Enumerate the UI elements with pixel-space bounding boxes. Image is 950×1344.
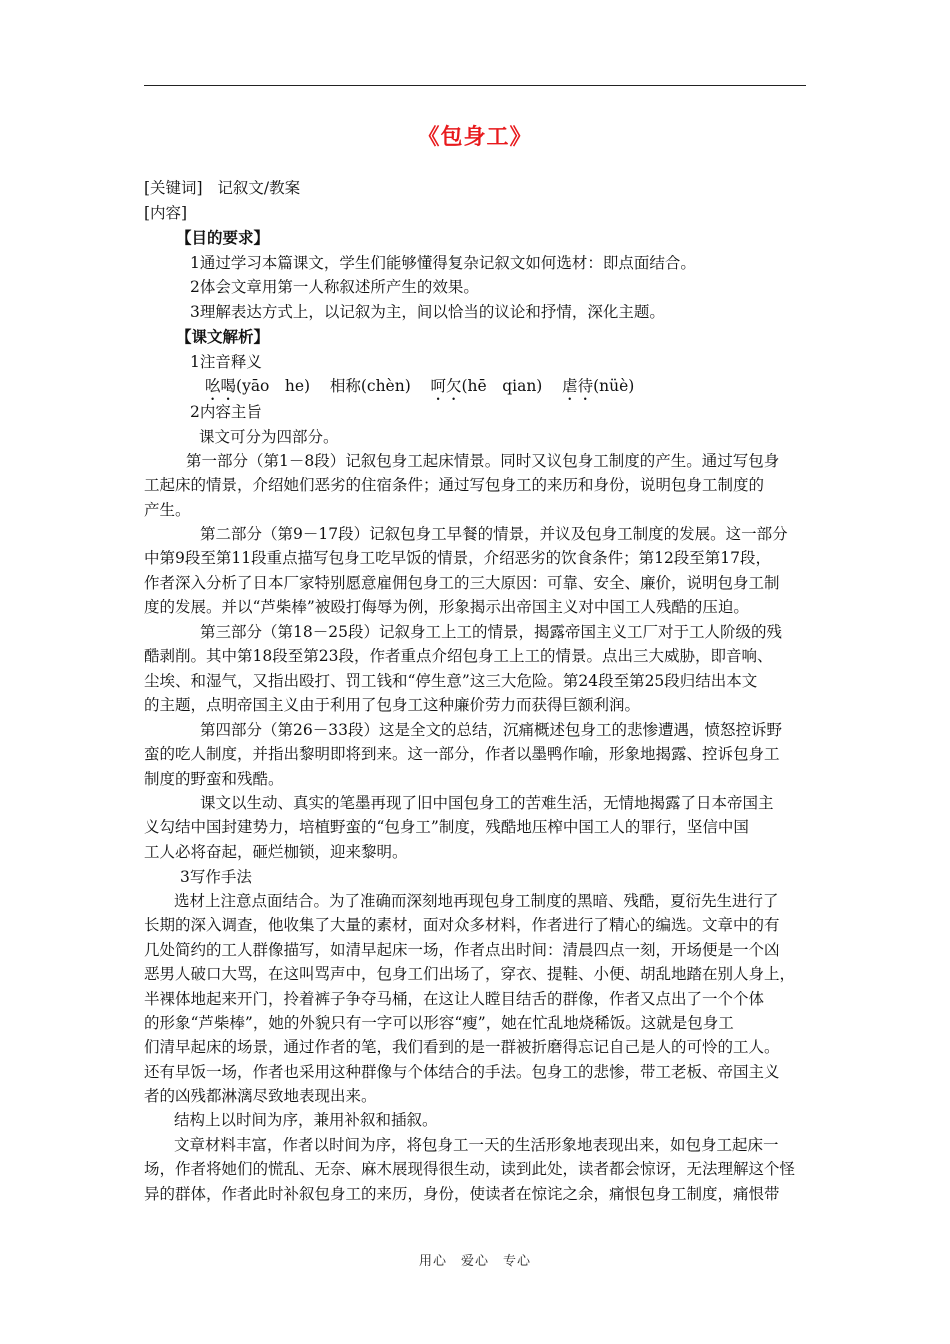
- content-label: [内容]: [144, 204, 188, 222]
- paragraph-part4: 第四部分（第26－33段）这是全文的总结，沉痛概述包身工的悲惨遭遇，愤怒控诉野 蛮的吃人制度，并指出黎明即将到来。这一部分，作者以墨鸭作喻，形象地揭露、控诉包身工 制度的野蛮和残酷。: [144, 721, 782, 788]
- subheading-technique: 3写作手法: [180, 868, 252, 886]
- pinyin-reading: (yāo he): [236, 377, 311, 395]
- paragraph-part3: 第三部分（第18－25段）记叙身工上工的情景，揭露帝国主义工厂对于工人阶级的残 酷剥削。其中第18段至第23段，作者重点介绍包身工上工的情景。点出三大威胁，即音响、 尘埃、和湿气，又指出殴打、罚工钱和“停生意”这三大危险。第24段至第25段归结出本文 的主题，点明帝国主义由于利用了包身工这种廉价劳力而获得巨额利润。: [144, 623, 782, 715]
- pinyin-word: 吆喝: [205, 377, 237, 395]
- goal-item: 2体会文章用第一人称叙述所产生的效果。: [190, 278, 479, 296]
- paragraph-part1: 第一部分（第1－8段）记叙包身工起床情景。同时又议包身工制度的产生。通过写包身 工起床的情景，介绍她们恶劣的住宿条件；通过写包身工的来历和身份，说明包身工制度的 产生。: [144, 452, 780, 519]
- goal-item: 3理解表达方式上，以记叙为主，间以恰当的议论和抒情，深化主题。: [190, 303, 665, 321]
- section-heading-goals: 【目的要求】: [176, 228, 270, 247]
- pinyin-row: [205, 374, 634, 404]
- page-footer: 用心 爱心 专心: [418, 1254, 531, 1269]
- paragraph-material: 文章材料丰富，作者以时间为序，将包身工一天的生活形象地表现出来，如包身工起床一 场，作者将她们的慌乱、无奈、麻木展现得很生动，读到此处，读者都会惊讶，无法理解这个怪 异的群体，作者此时补叙包身工的来历，身份，使读者在惊诧之余，痛恨包身工制度，痛恨带: [144, 1136, 796, 1203]
- page-title: 《包身工》: [417, 125, 533, 150]
- subheading-theme: 2内容主旨: [190, 403, 262, 421]
- keywords-row: [144, 176, 300, 198]
- paragraph-part2: 第二部分（第9－17段）记叙包身工早餐的情景，并议及包身工制度的发展。这一部分 中第9段至第11段重点描写包身工吃早饭的情景，介绍恶劣的饮食条件；第12段至第17段， 作者深入分析了日本厂家特别愿意雇佣包身工的三大原因：可靠、安全、廉价，说明包身工制 度的发展。并以“芦柴棒”被殴打侮辱为例，形象揭示出帝国主义对中国工人残酷的压迫。: [144, 525, 788, 617]
- section-heading-analysis: 【课文解析】: [176, 327, 270, 346]
- pinyin-word: 相称: [329, 377, 361, 395]
- pinyin-reading: (nüè): [593, 377, 635, 395]
- pinyin-reading: (hē qian): [461, 377, 543, 395]
- pinyin-word: 呵欠: [430, 377, 462, 395]
- paragraph-structure: 结构上以时间为序，兼用补叙和插叙。: [174, 1111, 438, 1129]
- keywords-label: [关键词]: [144, 179, 203, 197]
- header-rule: [144, 85, 806, 86]
- subheading-pronunciation: 1注音释义: [190, 353, 262, 371]
- goal-item: 1通过学习本篇课文，学生们能够懂得复杂记叙文如何选材：即点面结合。: [190, 254, 696, 272]
- keywords-value: 记叙文/教案: [217, 179, 301, 197]
- pinyin-reading: (chèn): [360, 377, 411, 395]
- paragraph-technique: 选材上注意点面结合。为了准确而深刻地再现包身工制度的黑暗、残酷，夏衍先生进行了 长期的深入调查，他收集了大量的素材，面对众多材料，作者进行了精心的编选。文章中的有 几处简约的工人群像描写，如清早起床一场，作者点出时间：清晨四点一刻，开场便是一个凶 恶男人破口大骂，在这叫骂声中，包身工们出场了，穿衣、提鞋、小便、胡乱地踏在别人身上， 半裸体地起来开门，拎着裤子争夺马桶，在这让人瞠目结舌的群像，作者又点出了一个个体 的形象“芦柴棒”，她的外貌只有一字可以形容“瘦”，她在忙乱地烧稀饭。这就是包身工 们清早起床的场景，通过作者的笔，我们看到的是一群被折磨得忘记自己是人的可怜的工人。 还有早饭一场，作者也采用这种群像与个体结合的手法。包身工的悲惨，带工老板、帝国主义 者的凶残都淋漓尽致地表现出来。: [144, 892, 796, 1106]
- paragraph-summary: 课文以生动、真实的笔墨再现了旧中国包身工的苦难生活，无情地揭露了日本帝国主 义勾结中国封建势力，培植野蛮的“包身工”制度，残酷地压榨中国工人的罪行，坚信中国 工人必将奋起，砸烂枷锁，迎来黎明。: [144, 794, 774, 861]
- pinyin-word: 虐待: [562, 377, 594, 395]
- intro-text: 课文可分为四部分。: [199, 428, 339, 446]
